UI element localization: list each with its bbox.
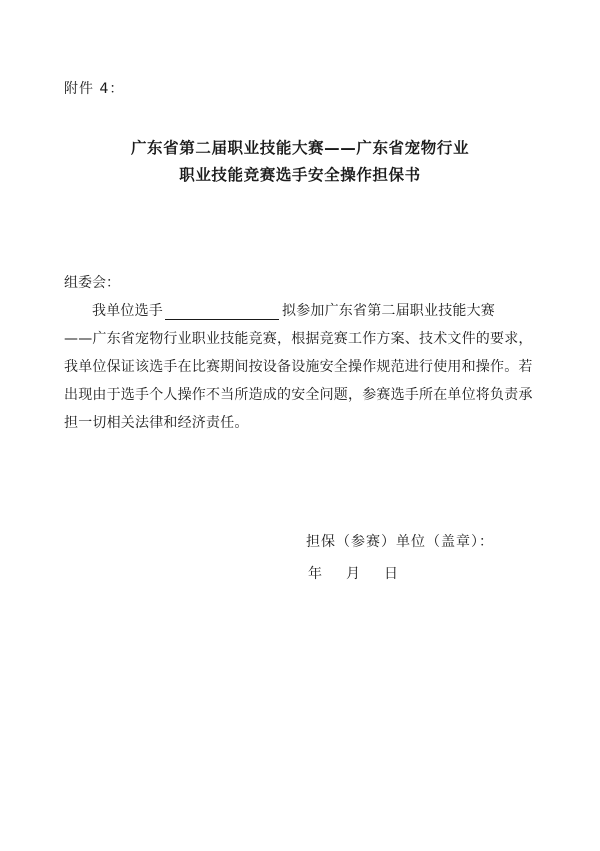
- body-line-1-after: 拟参加广东省第二届职业技能大赛: [282, 303, 495, 319]
- date-month: 月: [346, 566, 360, 582]
- body-line-5: 担一切相关法律和经济责任。: [64, 415, 249, 431]
- guarantor-label: 担保（参赛）单位（盖章）：: [306, 534, 494, 550]
- date-day: 日: [384, 566, 398, 582]
- attachment-label: 附件 4：: [64, 81, 125, 97]
- salutation: 组委会：: [64, 275, 120, 291]
- title-line-2: 职业技能竞赛选手安全操作担保书: [179, 166, 421, 184]
- body-line-4: 出现由于选手个人操作不当所造成的安全问题，参赛选手所在单位将负责承: [64, 387, 533, 403]
- body-line-2: ——广东省宠物行业职业技能竞赛，根据竞赛工作方案、技术文件的要求，: [64, 331, 533, 347]
- body-line-1-before: 我单位选手: [92, 303, 163, 319]
- body-line-3: 我单位保证该选手在比赛期间按设备设施安全操作规范进行使用和操作。若: [64, 359, 533, 375]
- date-line: [308, 563, 398, 583]
- body-line-1: [64, 297, 544, 325]
- contestant-name-blank: [165, 301, 279, 320]
- date-year: 年: [308, 566, 322, 582]
- title-line-1: 广东省第二届职业技能大赛——广东省宠物行业: [130, 139, 470, 157]
